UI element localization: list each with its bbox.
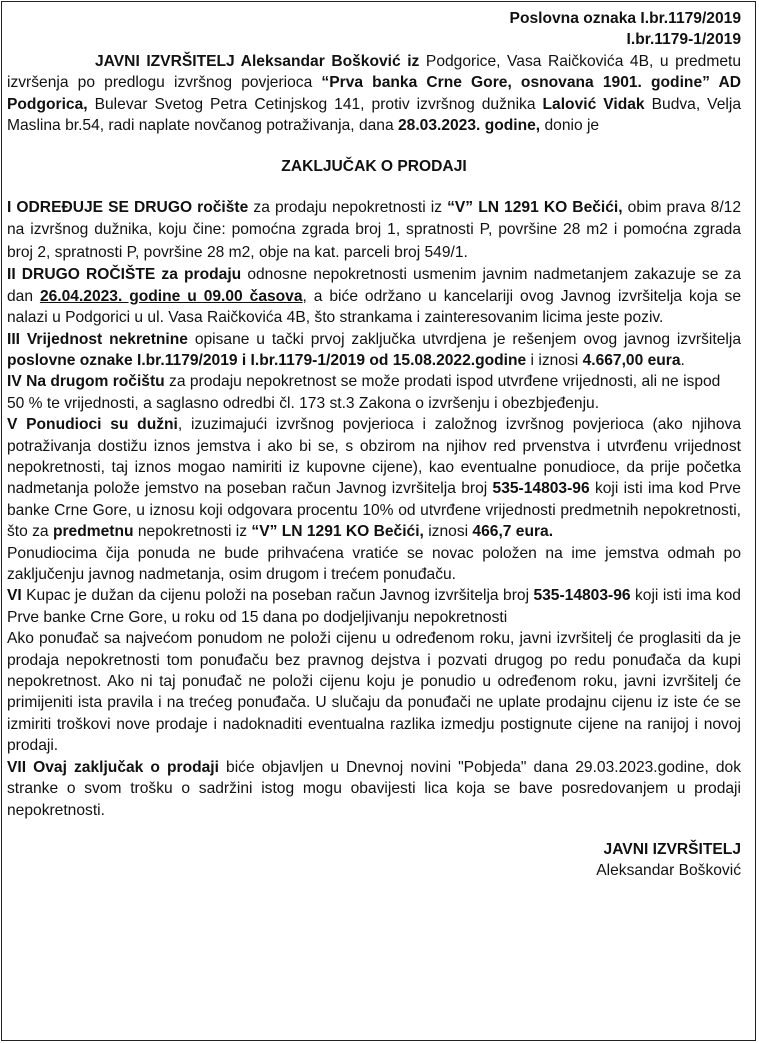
property-value: 4.667,00 eura (582, 351, 681, 369)
bank-account-2: 535-14803-96 (533, 587, 631, 605)
document (7, 0, 741, 882)
deposit-amount: 466,7 eura. (472, 523, 554, 541)
intro-paragraph: JAVNI IZVRŠITELJ Aleksandar Bošković iz Podgorice, Vasa Raičkovića 4B, u predmetu izvršenja po predlogu izvršnog povjerioca “Prva banka Crne Gore, osnovana 1901. godine” AD Podgorica, Bulevar Svetog Petra Cetinjskog 141, protiv izvršnog dužnika Lalović Vidak Budva, Velja Maslina br.54, radi naplate novčanog potraživanja, dana 28.03.2023. godine, donio je (7, 52, 742, 135)
bank-account: 535-14803-96 (492, 480, 590, 498)
intro-debtor: Lalović Vidak (542, 95, 645, 113)
section-5-paragraph-2: Ponudiocima čija ponuda ne bude prihvaćena vratiće se novac položen na ime jemstva odmah po zaključenju javnog nadmetanja, osim drugom i trećem ponuđaču. (7, 544, 741, 584)
signature-name: Aleksandar Bošković (596, 862, 741, 880)
section-6: VI Kupac je dužan da cijenu položi na poseban račun Javnog izvršitelja broj 535-14803-96 koji isti ima kod Prve banke Crne Gore, u roku od 15 dana po dodjeljivanju nepokretnosti (7, 587, 741, 626)
section-7: VII Ovaj zaključak o prodaji biće objavljen u Dnevnoj novini "Pobjeda" dana 29.03.2023.godine, dok stranke o svom trošku o sadržini istog mogu obavijesti lica koja se bave posredovanjem u prodaji nepokretnosti. (7, 758, 741, 819)
section-4: IV Na drugom ročištu za prodaju nepokretnost se može prodati ispod utvrđene vrijednosti, ali ne ispod 50 % te vrijednosti, a saglasno odredbi čl. 173 st.3 Zakona o izvršenju i obezbjeđenju. (7, 373, 721, 412)
section-3: III Vrijednost nekretnine opisane u tački prvoj zaključka utvrdjena je rešenjem ovog javnog izvršitelja poslovne oznake I.br.1179/2019 i I.br.1179-1/2019 od 15.08.2022.godine i iznosi 4.667,00 eura. (7, 330, 741, 369)
intro-enforcer: JAVNI IZVRŠITELJ Aleksandar Bošković iz (95, 52, 420, 70)
intro-date: 28.03.2023. godine, (397, 117, 541, 135)
section-1: I ODREĐUJE SE DRUGO ročište za prodaju nepokretnosti iz “V” LN 1291 KO Bečići, obim prava 8/12 na izvršnog dužnika, koju čine: pomoćna zgrada broj 1, spratnosti P, površine 28 m2 i pomoćna zgrada broj 2, spratnosti P, površine 28 m2, obje na kat. parceli broj 549/1. (7, 198, 742, 261)
document-title: ZAKLJUČAK O PRODAJI (281, 158, 467, 176)
section-5: V Ponudioci su dužni, izuzimajući izvršnog povjerioca i založnog izvršnog povjerioca (ako njihova potraživanja dostižu iznos jemstva i ako bi se, s obzirom na njihov red prvenstva i utvrđenu vrijednost nepokretnosti, taj iznos mogao namiriti iz kupovne cijene), kao eventualne ponudioce, da prije početka nadmetanja polože jemstvo na poseban račun Javnog izvršitelja broj 535-14803-96 koji isti ima kod Prve banke Crne Gore, u iznosu koji odgovara procentu 10% od utvrđene vrijednosti predmetnih nepokretnosti, što za predmetnu nepokretnosti iz “V” LN 1291 KO Bečići, iznosi 466,7 eura. (7, 416, 741, 541)
section-2: II DRUGO ROČIŠTE za prodaju odnosne nepokretnosti usmenim javnim nadmetanjem zakazuje se za dan 26.04.2023. godine u 09.00 časova, a biće održano u kancelariji ovog Javnog izvršitelja koja se nalazi u Podgorici u ul. Vasa Raičkovića 4B, što strankama i zainteresovanim licima jeste poziv. (7, 266, 742, 327)
case-reference-2: I.br.1179-1/2019 (626, 31, 741, 49)
intro-creditor: “Prva banka Crne Gore, osnovana 1901. godine” AD Podgorica, (7, 74, 741, 113)
case-reference-1: Poslovna oznaka I.br.1179/2019 (509, 10, 741, 27)
section-6-paragraph-2: Ako ponuđač sa najvećom ponudom ne položi cijenu u određenom roku, javni izvršitelj će proglasiti da je prodaja nepokretnosti tom ponuđaču bez pravnog dejstva i pozvati drugog po redu ponuđača da kupi nepokretnost. Ako ni taj ponuđač ne položi cijenu koju je ponudio u određenom roku, javni izvršitelj će primijeniti ista pravila i na trećeg ponuđača. U slučaju da ponuđači ne uplate prodajnu cijenu iz iste će se izmiriti troškovi nove prodaje i nadoknaditi eventualna razlika izmedju postignute cijene na ranijoj i novoj prodaji. (7, 630, 741, 755)
signature-title: JAVNI IZVRŠITELJ (603, 840, 741, 858)
hearing-date: 26.04.2023. godine u 09.00 časova (39, 287, 303, 305)
